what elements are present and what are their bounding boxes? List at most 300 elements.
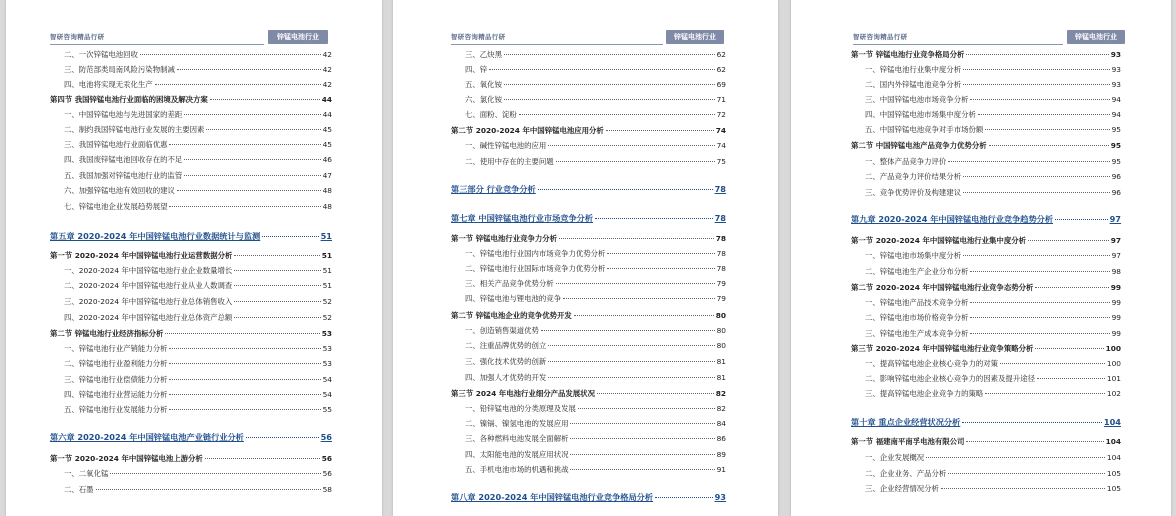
toc-entry-title: 三、竞争优势评价及构建建议 bbox=[865, 188, 962, 197]
toc-page-number: 93 bbox=[1111, 65, 1121, 74]
toc-chapter-link[interactable] bbox=[451, 492, 726, 503]
toc-entry-title: 第四节 我国锌锰电池行业面临的困境及解决方案 bbox=[50, 95, 208, 104]
toc-page-number: 45 bbox=[322, 125, 332, 134]
toc-page-number: 51 bbox=[322, 281, 332, 290]
toc-item-entry bbox=[451, 464, 726, 475]
toc-page-number: 99 bbox=[1111, 329, 1121, 338]
toc-section-entry bbox=[50, 328, 332, 339]
toc-entry-title: 第一节 2020-2024 年中国锌锰电池上游分析 bbox=[50, 454, 203, 463]
toc-page-number: 97 bbox=[1110, 236, 1121, 245]
toc-page-number: 98 bbox=[1111, 267, 1121, 276]
toc-item-entry bbox=[50, 484, 332, 495]
toc-entry-title: 第一节 锌锰电池行业竞争格局分析 bbox=[851, 50, 965, 59]
toc-item-entry bbox=[451, 372, 726, 383]
document-page-2 bbox=[393, 0, 778, 516]
toc-item-entry bbox=[50, 296, 332, 307]
toc-entry-title: 四、锌 bbox=[465, 65, 488, 74]
toc-entry-title: 第一节 2020-2024 年中国锌锰电池行业运营数据分析 bbox=[50, 251, 233, 260]
toc-leader-dots bbox=[607, 268, 714, 269]
toc-page-number: 80 bbox=[716, 341, 726, 350]
toc-section-entry bbox=[50, 94, 332, 105]
toc-item-entry bbox=[851, 452, 1121, 463]
toc-entry-title: 第二节 2020-2024 年中国锌锰电池应用分析 bbox=[451, 126, 604, 135]
toc-item-entry bbox=[50, 374, 332, 385]
toc-leader-dots bbox=[970, 317, 1109, 318]
toc-entry-title: 二、使用中存在的主要问题 bbox=[465, 157, 554, 166]
toc-leader-dots bbox=[559, 238, 714, 239]
toc-page-number: 78 bbox=[716, 249, 726, 258]
toc-leader-dots bbox=[985, 393, 1105, 394]
toc-page-number: 93 bbox=[1110, 50, 1121, 59]
toc-leader-dots bbox=[184, 159, 320, 160]
toc-page-number: 101 bbox=[1106, 374, 1121, 383]
toc-leader-dots bbox=[548, 377, 714, 378]
toc-leader-dots bbox=[184, 114, 320, 115]
toc-page-number: 75 bbox=[716, 157, 726, 166]
toc-entry-title: 第五章 2020-2024 年中国锌锰电池行业数据统计与监测 bbox=[50, 231, 261, 241]
toc-page-number: 78 bbox=[716, 264, 726, 273]
toc-page-number: 94 bbox=[1111, 110, 1121, 119]
toc-entry-title: 四、锌锰电池行业营运能力分析 bbox=[64, 390, 168, 399]
toc-entry-title: 三、锌锰电池行业偿债能力分析 bbox=[64, 375, 168, 384]
toc-item-entry bbox=[851, 64, 1121, 75]
toc-leader-dots bbox=[169, 206, 320, 207]
toc-page-number: 82 bbox=[716, 404, 726, 413]
toc-leader-dots bbox=[504, 54, 715, 55]
toc-entry-title: 第十章 重点企业经营状况分析 bbox=[851, 417, 961, 427]
toc-entry-title: 第八章 2020-2024 年中国锌锰电池行业竞争格局分析 bbox=[451, 492, 654, 502]
toc-chapter-link[interactable] bbox=[851, 214, 1121, 225]
toc-page-number: 56 bbox=[321, 454, 332, 463]
toc-page-number: 44 bbox=[322, 110, 332, 119]
toc-item-entry bbox=[851, 171, 1121, 182]
toc-entry-title: 一、提高锌锰电池企业核心竞争力的对策 bbox=[865, 359, 999, 368]
document-page-1 bbox=[6, 0, 382, 516]
toc-leader-dots bbox=[548, 145, 714, 146]
toc-item-entry bbox=[451, 263, 726, 274]
toc-leader-dots bbox=[206, 129, 320, 130]
toc-item-entry bbox=[451, 109, 726, 120]
toc-page-number: 79 bbox=[716, 294, 726, 303]
header-left-text: 智研咨询精品行研 bbox=[451, 33, 506, 41]
toc-page-number: 48 bbox=[322, 202, 332, 211]
toc-item-entry bbox=[451, 156, 726, 167]
toc-entry-title: 三、我国锌锰电池行业面临优惠 bbox=[64, 140, 168, 149]
toc-leader-dots bbox=[970, 302, 1109, 303]
toc-chapter-link[interactable] bbox=[50, 231, 332, 242]
toc-leader-dots bbox=[970, 271, 1109, 272]
toc-entry-title: 二、国内外锌锰电池竞争分析 bbox=[865, 80, 962, 89]
toc-item-entry bbox=[50, 79, 332, 90]
toc-page-number: 54 bbox=[322, 390, 332, 399]
toc-leader-dots bbox=[96, 489, 321, 490]
toc-leader-dots bbox=[538, 189, 713, 190]
toc-entry-title: 三、乙炔黑 bbox=[465, 50, 502, 59]
toc-leader-dots bbox=[1055, 219, 1108, 220]
toc-leader-dots bbox=[963, 69, 1110, 70]
toc-leader-dots bbox=[606, 130, 714, 131]
toc-entry-title: 第六章 2020-2024 年中国锌锰电池产业链行业分析 bbox=[50, 432, 244, 442]
toc-page-number: 99 bbox=[1111, 313, 1121, 322]
toc-leader-dots bbox=[941, 488, 1105, 489]
toc-leader-dots bbox=[948, 161, 1109, 162]
toc-leader-dots bbox=[970, 333, 1109, 334]
toc-item-entry bbox=[451, 449, 726, 460]
toc-leader-dots bbox=[504, 84, 715, 85]
toc-entry-title: 第二节 中国锌锰电池产品竞争力优势分析 bbox=[851, 141, 987, 150]
toc-leader-dots bbox=[1028, 240, 1109, 241]
toc-leader-dots bbox=[234, 255, 319, 256]
toc-page-number: 99 bbox=[1110, 283, 1121, 292]
toc-item-entry bbox=[851, 483, 1121, 494]
toc-leader-dots bbox=[155, 84, 321, 85]
toc-page-number: 58 bbox=[322, 485, 332, 494]
toc-page-number: 97 bbox=[1111, 251, 1121, 260]
toc-item-entry bbox=[50, 64, 332, 75]
toc-entry-title: 一、铅锌锰电池的分类原理及发展 bbox=[465, 404, 576, 413]
toc-leader-dots bbox=[548, 345, 714, 346]
toc-item-entry bbox=[50, 49, 332, 60]
toc-page-number: 52 bbox=[322, 313, 332, 322]
toc-entry-title: 一、整体产品竞争力评价 bbox=[865, 157, 947, 166]
toc-chapter-link[interactable] bbox=[851, 417, 1121, 428]
toc-item-entry bbox=[451, 278, 726, 289]
toc-entry-title: 二、影响锌锰电池企业核心竞争力的因素及提升途径 bbox=[865, 374, 1035, 383]
toc-leader-dots bbox=[963, 255, 1110, 256]
toc-entry-title: 第二节 2020-2024 年中国锌锰电池行业竞争态势分析 bbox=[851, 283, 1034, 292]
toc-item-entry bbox=[851, 328, 1121, 339]
toc-leader-dots bbox=[607, 253, 714, 254]
toc-entry-title: 一、锌锰电池行业集中度分析 bbox=[865, 65, 962, 74]
toc-item-entry bbox=[50, 404, 332, 415]
toc-entry-title: 四、中国锌锰电池市场集中度分析 bbox=[865, 110, 976, 119]
toc-item-entry bbox=[451, 418, 726, 429]
header-rule bbox=[853, 44, 1063, 45]
toc-item-entry bbox=[451, 293, 726, 304]
toc-leader-dots bbox=[962, 422, 1102, 423]
toc-entry-title: 第二节 锌锰电池企业的竞争优势开发 bbox=[451, 311, 572, 320]
toc-entry-title: 第一节 锌锰电池行业竞争力分析 bbox=[451, 234, 558, 243]
toc-entry-title: 一、锌锰电池市场集中度分析 bbox=[865, 251, 962, 260]
toc-page-number: 56 bbox=[320, 432, 332, 442]
toc-leader-dots bbox=[177, 190, 321, 191]
toc-section-entry bbox=[851, 282, 1121, 293]
toc-leader-dots bbox=[989, 145, 1109, 146]
toc-page-number: 93 bbox=[1111, 80, 1121, 89]
toc-entry-title: 一、锌锰电池产品技术竞争分析 bbox=[865, 298, 969, 307]
toc-section-entry bbox=[851, 436, 1121, 447]
toc-page-number: 96 bbox=[1111, 172, 1121, 181]
toc-item-entry bbox=[851, 373, 1121, 384]
toc-page-number: 42 bbox=[322, 50, 332, 59]
toc-entry-title: 一、锌锰电池行业国内市场竞争力优势分析 bbox=[465, 249, 606, 258]
toc-item-entry bbox=[50, 185, 332, 196]
toc-entry-title: 二、石墨 bbox=[64, 485, 94, 494]
toc-leader-dots bbox=[597, 393, 714, 394]
toc-entry-title: 第一节 福建南平南孚电池有限公司 bbox=[851, 437, 965, 446]
toc-item-entry bbox=[851, 312, 1121, 323]
toc-leader-dots bbox=[548, 361, 714, 362]
toc-item-entry bbox=[851, 250, 1121, 261]
toc-page-number: 52 bbox=[322, 297, 332, 306]
toc-leader-dots bbox=[140, 54, 321, 55]
toc-entry-title: 二、2020-2024 年中国锌锰电池行业从业人数调查 bbox=[64, 281, 233, 290]
toc-page-number: 97 bbox=[1109, 214, 1121, 224]
toc-leader-dots bbox=[504, 99, 715, 100]
header-rule bbox=[451, 44, 663, 45]
toc-entry-title: 七、锌锰电池企业发展趋势展望 bbox=[64, 202, 168, 211]
toc-page-number: 53 bbox=[322, 359, 332, 368]
toc-item-entry bbox=[50, 265, 332, 276]
toc-page-number: 81 bbox=[716, 357, 726, 366]
toc-entry-title: 一、二氧化锰 bbox=[64, 469, 109, 478]
toc-entry-title: 四、2020-2024 年中国锌锰电池行业总体资产总额 bbox=[64, 313, 233, 322]
toc-entry-title: 三、中国锌锰电池市场竞争分析 bbox=[865, 95, 969, 104]
toc-page-number: 82 bbox=[715, 389, 726, 398]
header-tab: 锌锰电池行业 bbox=[666, 30, 724, 44]
toc-leader-dots bbox=[978, 114, 1110, 115]
toc-entry-title: 五、氧化铵 bbox=[465, 80, 502, 89]
toc-page-number: 69 bbox=[716, 80, 726, 89]
toc-leader-dots bbox=[570, 438, 714, 439]
toc-leader-dots bbox=[563, 298, 715, 299]
header-tab: 锌锰电池行业 bbox=[268, 30, 328, 44]
toc-entry-title: 五、手机电池市场的机遇和挑战 bbox=[465, 465, 569, 474]
toc-item-entry bbox=[50, 468, 332, 479]
toc-page-number: 84 bbox=[716, 419, 726, 428]
toc-page-number: 86 bbox=[716, 434, 726, 443]
toc-page-number: 105 bbox=[1106, 484, 1121, 493]
toc-item-entry bbox=[50, 358, 332, 369]
toc-page-number: 95 bbox=[1110, 141, 1121, 150]
toc-entry-title: 第三部分 行业竞争分析 bbox=[451, 184, 536, 194]
toc-entry-title: 第三节 2020-2024 年中国锌锰电池行业竞争策略分析 bbox=[851, 344, 1034, 353]
toc-chapter-link[interactable] bbox=[451, 184, 726, 195]
toc-leader-dots bbox=[177, 69, 321, 70]
toc-item-entry bbox=[851, 79, 1121, 90]
toc-leader-dots bbox=[169, 363, 320, 364]
toc-page-number: 42 bbox=[322, 80, 332, 89]
toc-item-entry bbox=[851, 266, 1121, 277]
toc-entry-title: 四、太阳能电池的发展应用状况 bbox=[465, 450, 569, 459]
toc-entry-title: 三、企业经营情况分析 bbox=[865, 484, 939, 493]
toc-page-number: 78 bbox=[715, 234, 726, 243]
toc-page-number: 53 bbox=[322, 344, 332, 353]
toc-leader-dots bbox=[210, 99, 320, 100]
document-page-3 bbox=[791, 0, 1171, 516]
toc-leader-dots bbox=[165, 333, 319, 334]
toc-page-number: 72 bbox=[716, 110, 726, 119]
toc-entry-title: 一、企业发展概况 bbox=[865, 453, 925, 462]
toc-leader-dots bbox=[169, 379, 320, 380]
toc-page-number: 51 bbox=[322, 266, 332, 275]
toc-page-number: 51 bbox=[321, 251, 332, 260]
toc-entry-title: 三、各种燃料电池发展全面解析 bbox=[465, 434, 569, 443]
header-tab: 锌锰电池行业 bbox=[1067, 30, 1125, 44]
toc-entry-title: 四、电池将实现无汞化生产 bbox=[64, 80, 153, 89]
toc-page-number: 46 bbox=[322, 155, 332, 164]
toc-page-number: 48 bbox=[322, 186, 332, 195]
toc-entry-title: 二、锌锰电池行业盈利能力分析 bbox=[64, 359, 168, 368]
toc-leader-dots bbox=[1000, 363, 1105, 364]
toc-item-entry bbox=[451, 340, 726, 351]
toc-leader-dots bbox=[169, 144, 320, 145]
toc-leader-dots bbox=[234, 270, 320, 271]
toc-entry-title: 二、制约我国锌锰电池行业发展的主要因素 bbox=[64, 125, 205, 134]
toc-entry-title: 一、锌锰电池行业产销能力分析 bbox=[64, 344, 168, 353]
toc-item-entry bbox=[851, 109, 1121, 120]
toc-leader-dots bbox=[595, 218, 713, 219]
toc-leader-dots bbox=[110, 473, 320, 474]
toc-page-number: 44 bbox=[321, 95, 332, 104]
toc-section-entry bbox=[851, 140, 1121, 151]
toc-entry-title: 第一节 2020-2024 年中国锌锰电池行业集中度分析 bbox=[851, 236, 1026, 245]
toc-entry-title: 四、我国废锌锰电池回收存在的不足 bbox=[64, 155, 183, 164]
toc-item-entry bbox=[50, 201, 332, 212]
toc-page-number: 105 bbox=[1106, 469, 1121, 478]
toc-entry-title: 一、2020-2024 年中国锌锰电池行业企业数量增长 bbox=[64, 266, 233, 275]
toc-page-number: 95 bbox=[1111, 157, 1121, 166]
toc-section-entry bbox=[451, 125, 726, 136]
toc-item-entry bbox=[451, 433, 726, 444]
toc-item-entry bbox=[451, 140, 726, 151]
toc-page-number: 96 bbox=[1111, 188, 1121, 197]
toc-item-entry bbox=[851, 468, 1121, 479]
toc-item-entry bbox=[851, 358, 1121, 369]
toc-entry-title: 一、中国锌锰电池与先进国家的差距 bbox=[64, 110, 183, 119]
toc-leader-dots bbox=[655, 497, 713, 498]
toc-page-number: 95 bbox=[1111, 125, 1121, 134]
toc-leader-dots bbox=[963, 84, 1110, 85]
toc-leader-dots bbox=[541, 330, 715, 331]
toc-entry-title: 四、锌锰电池与锂电池的竞争 bbox=[465, 294, 562, 303]
toc-entry-title: 一、创造销售渠道优势 bbox=[465, 326, 539, 335]
toc-item-entry bbox=[451, 64, 726, 75]
toc-page-number: 55 bbox=[322, 405, 332, 414]
toc-section-entry bbox=[451, 310, 726, 321]
toc-item-entry bbox=[451, 403, 726, 414]
toc-page-number: 80 bbox=[715, 311, 726, 320]
toc-item-entry bbox=[851, 94, 1121, 105]
toc-page-number: 104 bbox=[1106, 453, 1121, 462]
toc-section-entry bbox=[50, 453, 332, 464]
toc-leader-dots bbox=[970, 99, 1109, 100]
toc-page-number: 53 bbox=[321, 329, 332, 338]
toc-page-number: 104 bbox=[1105, 437, 1121, 446]
toc-entry-title: 五、锌锰电池行业发展能力分析 bbox=[64, 405, 168, 414]
toc-item-entry bbox=[50, 312, 332, 323]
toc-leader-dots bbox=[570, 469, 714, 470]
toc-entry-title: 六、加强锌锰电池有效回收的建议 bbox=[64, 186, 175, 195]
toc-entry-title: 三、相关产品竞争优势分析 bbox=[465, 279, 554, 288]
toc-item-entry bbox=[851, 297, 1121, 308]
toc-page-number: 78 bbox=[714, 213, 726, 223]
toc-page-number: 100 bbox=[1105, 344, 1121, 353]
toc-entry-title: 三、防范部类局南风险污染物制减 bbox=[64, 65, 175, 74]
toc-leader-dots bbox=[985, 129, 1109, 130]
toc-item-entry bbox=[50, 139, 332, 150]
toc-item-entry bbox=[50, 170, 332, 181]
toc-entry-title: 第二节 锌锰电池行业经济指标分析 bbox=[50, 329, 164, 338]
toc-page-number: 78 bbox=[714, 184, 726, 194]
toc-entry-title: 二、注重品牌优势的创立 bbox=[465, 341, 547, 350]
toc-item-entry bbox=[851, 156, 1121, 167]
toc-leader-dots bbox=[578, 408, 715, 409]
toc-item-entry bbox=[50, 154, 332, 165]
header-left-text: 智研咨询精品行研 bbox=[50, 33, 105, 41]
toc-page-number: 94 bbox=[1111, 95, 1121, 104]
toc-section-entry bbox=[451, 388, 726, 399]
toc-leader-dots bbox=[234, 301, 320, 302]
toc-page-number: 81 bbox=[716, 373, 726, 382]
toc-page-number: 93 bbox=[714, 492, 726, 502]
toc-leader-dots bbox=[1035, 287, 1108, 288]
toc-page-number: 89 bbox=[716, 450, 726, 459]
toc-leader-dots bbox=[926, 457, 1105, 458]
toc-page-number: 79 bbox=[716, 279, 726, 288]
toc-leader-dots bbox=[169, 348, 320, 349]
toc-entry-title: 第三节 2024 年电池行业细分产品发展状况 bbox=[451, 389, 595, 398]
toc-leader-dots bbox=[948, 473, 1105, 474]
toc-entry-title: 三、提高锌锰电池企业竞争力的策略 bbox=[865, 389, 984, 398]
toc-entry-title: 六、氯化铵 bbox=[465, 95, 502, 104]
toc-leader-dots bbox=[169, 394, 320, 395]
toc-chapter-link[interactable] bbox=[451, 213, 726, 224]
toc-leader-dots bbox=[262, 236, 318, 237]
toc-entry-title: 二、企业业务、产品分析 bbox=[865, 469, 947, 478]
toc-entry-title: 二、产品竞争力评价结果分析 bbox=[865, 172, 962, 181]
toc-leader-dots bbox=[570, 423, 714, 424]
toc-leader-dots bbox=[570, 454, 714, 455]
toc-entry-title: 四、加强人才优势的开发 bbox=[465, 373, 547, 382]
toc-entry-title: 二、一次锌锰电池回收 bbox=[64, 50, 138, 59]
toc-item-entry bbox=[451, 79, 726, 90]
toc-leader-dots bbox=[1037, 378, 1105, 379]
toc-section-entry bbox=[851, 343, 1121, 354]
toc-page-number: 56 bbox=[322, 469, 332, 478]
toc-entry-title: 第九章 2020-2024 年中国锌锰电池行业竞争趋势分析 bbox=[851, 214, 1054, 224]
toc-entry-title: 第七章 中国锌锰电池行业市场竞争分析 bbox=[451, 213, 594, 223]
toc-leader-dots bbox=[184, 175, 320, 176]
toc-page-number: 54 bbox=[322, 375, 332, 384]
toc-leader-dots bbox=[489, 69, 714, 70]
toc-entry-title: 一、碱性锌锰电池的应用 bbox=[465, 141, 547, 150]
toc-leader-dots bbox=[963, 192, 1110, 193]
toc-item-entry bbox=[50, 109, 332, 120]
toc-entry-title: 三、锌锰电池生产成本竞争分析 bbox=[865, 329, 969, 338]
header-rule bbox=[50, 44, 264, 45]
toc-page-number: 102 bbox=[1106, 389, 1121, 398]
toc-item-entry bbox=[451, 49, 726, 60]
toc-page-number: 62 bbox=[716, 65, 726, 74]
toc-chapter-link[interactable] bbox=[50, 432, 332, 443]
toc-entry-title: 五、中国锌锰电池竞争对手市场份额 bbox=[865, 125, 984, 134]
toc-entry-title: 二、锌锰电池生产企业分布分析 bbox=[865, 267, 969, 276]
toc-page-number: 104 bbox=[1103, 417, 1121, 427]
toc-entry-title: 七、面粉、淀粉 bbox=[465, 110, 517, 119]
toc-leader-dots bbox=[234, 285, 320, 286]
toc-entry-title: 二、镍镉、镍氢电池的发展应用 bbox=[465, 419, 569, 428]
toc-entry-title: 三、2020-2024 年中国锌锰电池行业总体销售收入 bbox=[64, 297, 233, 306]
toc-page-number: 51 bbox=[320, 231, 332, 241]
toc-page-number: 74 bbox=[716, 141, 726, 150]
toc-leader-dots bbox=[246, 437, 319, 438]
toc-leader-dots bbox=[234, 317, 320, 318]
toc-entry-title: 二、锌锰电池行业国际市场竞争力优势分析 bbox=[465, 264, 606, 273]
toc-item-entry bbox=[451, 325, 726, 336]
toc-item-entry bbox=[851, 388, 1121, 399]
toc-page-number: 71 bbox=[716, 95, 726, 104]
